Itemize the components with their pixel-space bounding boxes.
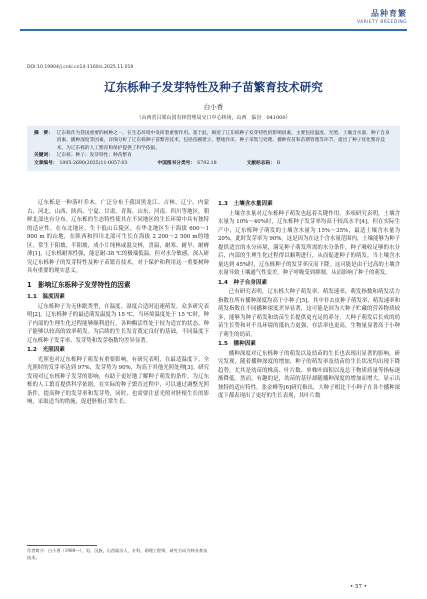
footnote-rule [27, 545, 97, 546]
page-number: • 57 • [350, 584, 367, 590]
abstract-label: 摘 要： [34, 131, 53, 136]
section-1-1-text: 辽东栎种子为无休眠类型，在温度、湿度合适时迅速萌发。众多研究表明[2]，辽东栎种子的最适萌发温度为 15 ℃，当环境温度处于 15 ℃时，种子内部的生理生化过程能够顺利进行，各种酶活性处于较为适宜的状态，种子能够以较高的效率萌发。为后续的生长发育奠定良好的基础，不同温度下辽东栎种子发芽率、发芽势和发芽指数均差异显著。 [27, 303, 209, 344]
article-title: 辽东栎种子发芽特性及种子苗繁育技术研究 [104, 80, 323, 94]
author: 白小香 [203, 103, 224, 111]
doc-code: B [276, 161, 281, 167]
section-1-5-heading: 1.5 播种因素 [218, 341, 256, 347]
section-1-2-heading: 1.2 光照因素 [27, 347, 65, 353]
header-rule [20, 29, 407, 31]
doi: DOI:10.19904/j.cnki.cn14-1160/s.2025.11.019 [27, 65, 134, 70]
abstract-text: 辽东栎作为我国重要的树种之一，在生态环境中发挥着重要作用。基于此，阐述了辽东栎种子发芽特性的影响因素，主要包括温度、光照、土壤含水量、种子自身因素、播种深度等因素，详细分析了辽东栎种子苗繁育技术，包括苗圃建立、整地作床、种子采集与处理、播种育苗和苗期管理等环节，提出了种子优化繁育技术，为辽东栎的人工繁育和保护提供了科学依据。 [56, 131, 390, 151]
abstract [34, 130, 393, 152]
article-no-label: 文章编号： [34, 161, 58, 167]
section-1-4-text: 已有研究表明，辽东栎大种子萌发率、萌发速率、萌发指数和萌发活力指数在所有播种深度均高于小种子[5]。其中非去皮种子萌发率、萌发速率和萌发指数在不同播种深度差异显著，这可能是因为大种子贮藏的营养物质较多，能够为种子萌发和幼苗生长提供更充足的养分。大种子萌发后长成的幼苗生长势和对不良环境的抵抗力更强，存活率也更高，生物量显著高于小种子萌生的幼苗。 [218, 289, 400, 338]
abstract-box [27, 126, 400, 171]
author-footnote: 作者简介：白小香（1989—），男，汉族，山西临汾人，专科，助理工程师，研究方向为林业育苗技术。 [27, 548, 208, 560]
article-no: 1005-2690(2025)11-0057-03 [59, 161, 128, 167]
doc-code-label: 文献标志码： [246, 161, 275, 167]
journal-name: 品种育繁 [371, 9, 407, 18]
left-column [27, 199, 209, 407]
keywords-label: 关键词： [34, 152, 53, 158]
journal-header [357, 8, 407, 25]
affiliation: （山西省吕梁山国有林管理局交口中心林场，山西 临汾 041000） [136, 115, 291, 121]
journal-name-en: VARIETY BREEDING [356, 20, 407, 25]
right-column [218, 199, 400, 401]
clc-number: S792.18 [197, 161, 217, 167]
keywords-text: 辽东栎；种子；发芽特性；种苗繁育 [56, 152, 132, 158]
keywords [34, 152, 393, 159]
section-1-heading: 1 影响辽东栎种子发芽特性的因素 [27, 280, 131, 289]
section-1-3-heading: 1.3 土壤含水量因素 [218, 201, 273, 207]
section-1-5-text: 播种深度对辽东栎种子的萌发以及幼苗的生长也表现出显著的影响。研究发现，随着播种深度的增加，种子的萌发率及幼苗的生长状况均出现下降趋势，尤其是幼苗的株高、叶片数、单株叶面积以及总干物质质量等指标逐渐降低。然而，有趣的是，幼苗的基径却随播种深度的增加而增大，显示出独特的适应特性。张金峰等[6]研究指出，大种子相比于小种子在各个播种深度下都表现出了更好的生长表现，其叶片数 [218, 350, 400, 399]
intro-paragraph: 辽东栎是一种落叶乔木，广泛分布于我国黑龙江、吉林、辽宁、内蒙古、河北、山西、陕西、宁夏、甘肃、青海、山东、河南、四川等地区，朝鲜北部也有分布。辽东栎的生态特性使其在不同地区的生长环境中具有独特的适应性。在东北地区，生于低山丘陵区，在华北地区生于海拔 600～1 900 m 的山地，在陕西和四川北部可生长在海拔 2 200～2 500 m的地区，常生于阳坡、半阳坡，成小片纯林或混交林，喜温，耐寒、耐旱、耐瘠薄[1]。辽东栎耐寒性强，能忍耐-38 ℃的极端低温，但对水分敏感。深入研究辽东栎种子的发芽特性及种子苗繁育技术，对于保护和利用这一重要树种具有重要的现实意义。 [27, 200, 209, 274]
section-1-1-heading: 1.1 温度因素 [27, 294, 65, 300]
section-1-2-text: 光照也对辽东栎种子萌发有重要影响。有研究表明，在最适温度下，全光照时的发芽率达到 97%，发芽势为 90%，均高于其他光照处理[3]。研究发现对辽东栎种子发芽的影响，有助于更好地了解种子萌发的条件，为辽东栎的人工繁育提供科学依据。在实际的种子繁育过程中，可以通过调整光照条件，提高种子的发芽率和发芽势，同时，也需要注意光照对胚根生长的影响，采取适当的措施，促进胚根正常生长。 [27, 356, 209, 405]
clc-label: 中国图书分类号： [157, 161, 196, 167]
article-meta [34, 160, 393, 167]
section-1-4-heading: 1.4 种子自身因素 [218, 279, 268, 286]
section-1-3-text: 土壤含水量对辽东栎种子萌发也起着关键作用。多项研究表明，土壤含水量为 10%～40%时，辽东栎种子发芽率均高于较高水平[4]。但在实际生产中，辽东栎种子萌发的土壤含水量为 15%～35%，最适土壤含水量为 20%，此时发芽率为 90%。这是因为在这个含水量范围内，土壤能够为种子提供适宜的水分环境，满足种子萌发所需的水分条件。种子吸收足够的水分后，内部的生理生化过程得以顺利进行，从而促进种子的萌发。当土壤含水量达到 45%时，辽东栎种子的发芽率反而下降。这可能是由于过高的土壤含水量导致土壤通气性变差，种子呼吸受到抑制，从而影响了种子的萌发。 [218, 210, 401, 276]
